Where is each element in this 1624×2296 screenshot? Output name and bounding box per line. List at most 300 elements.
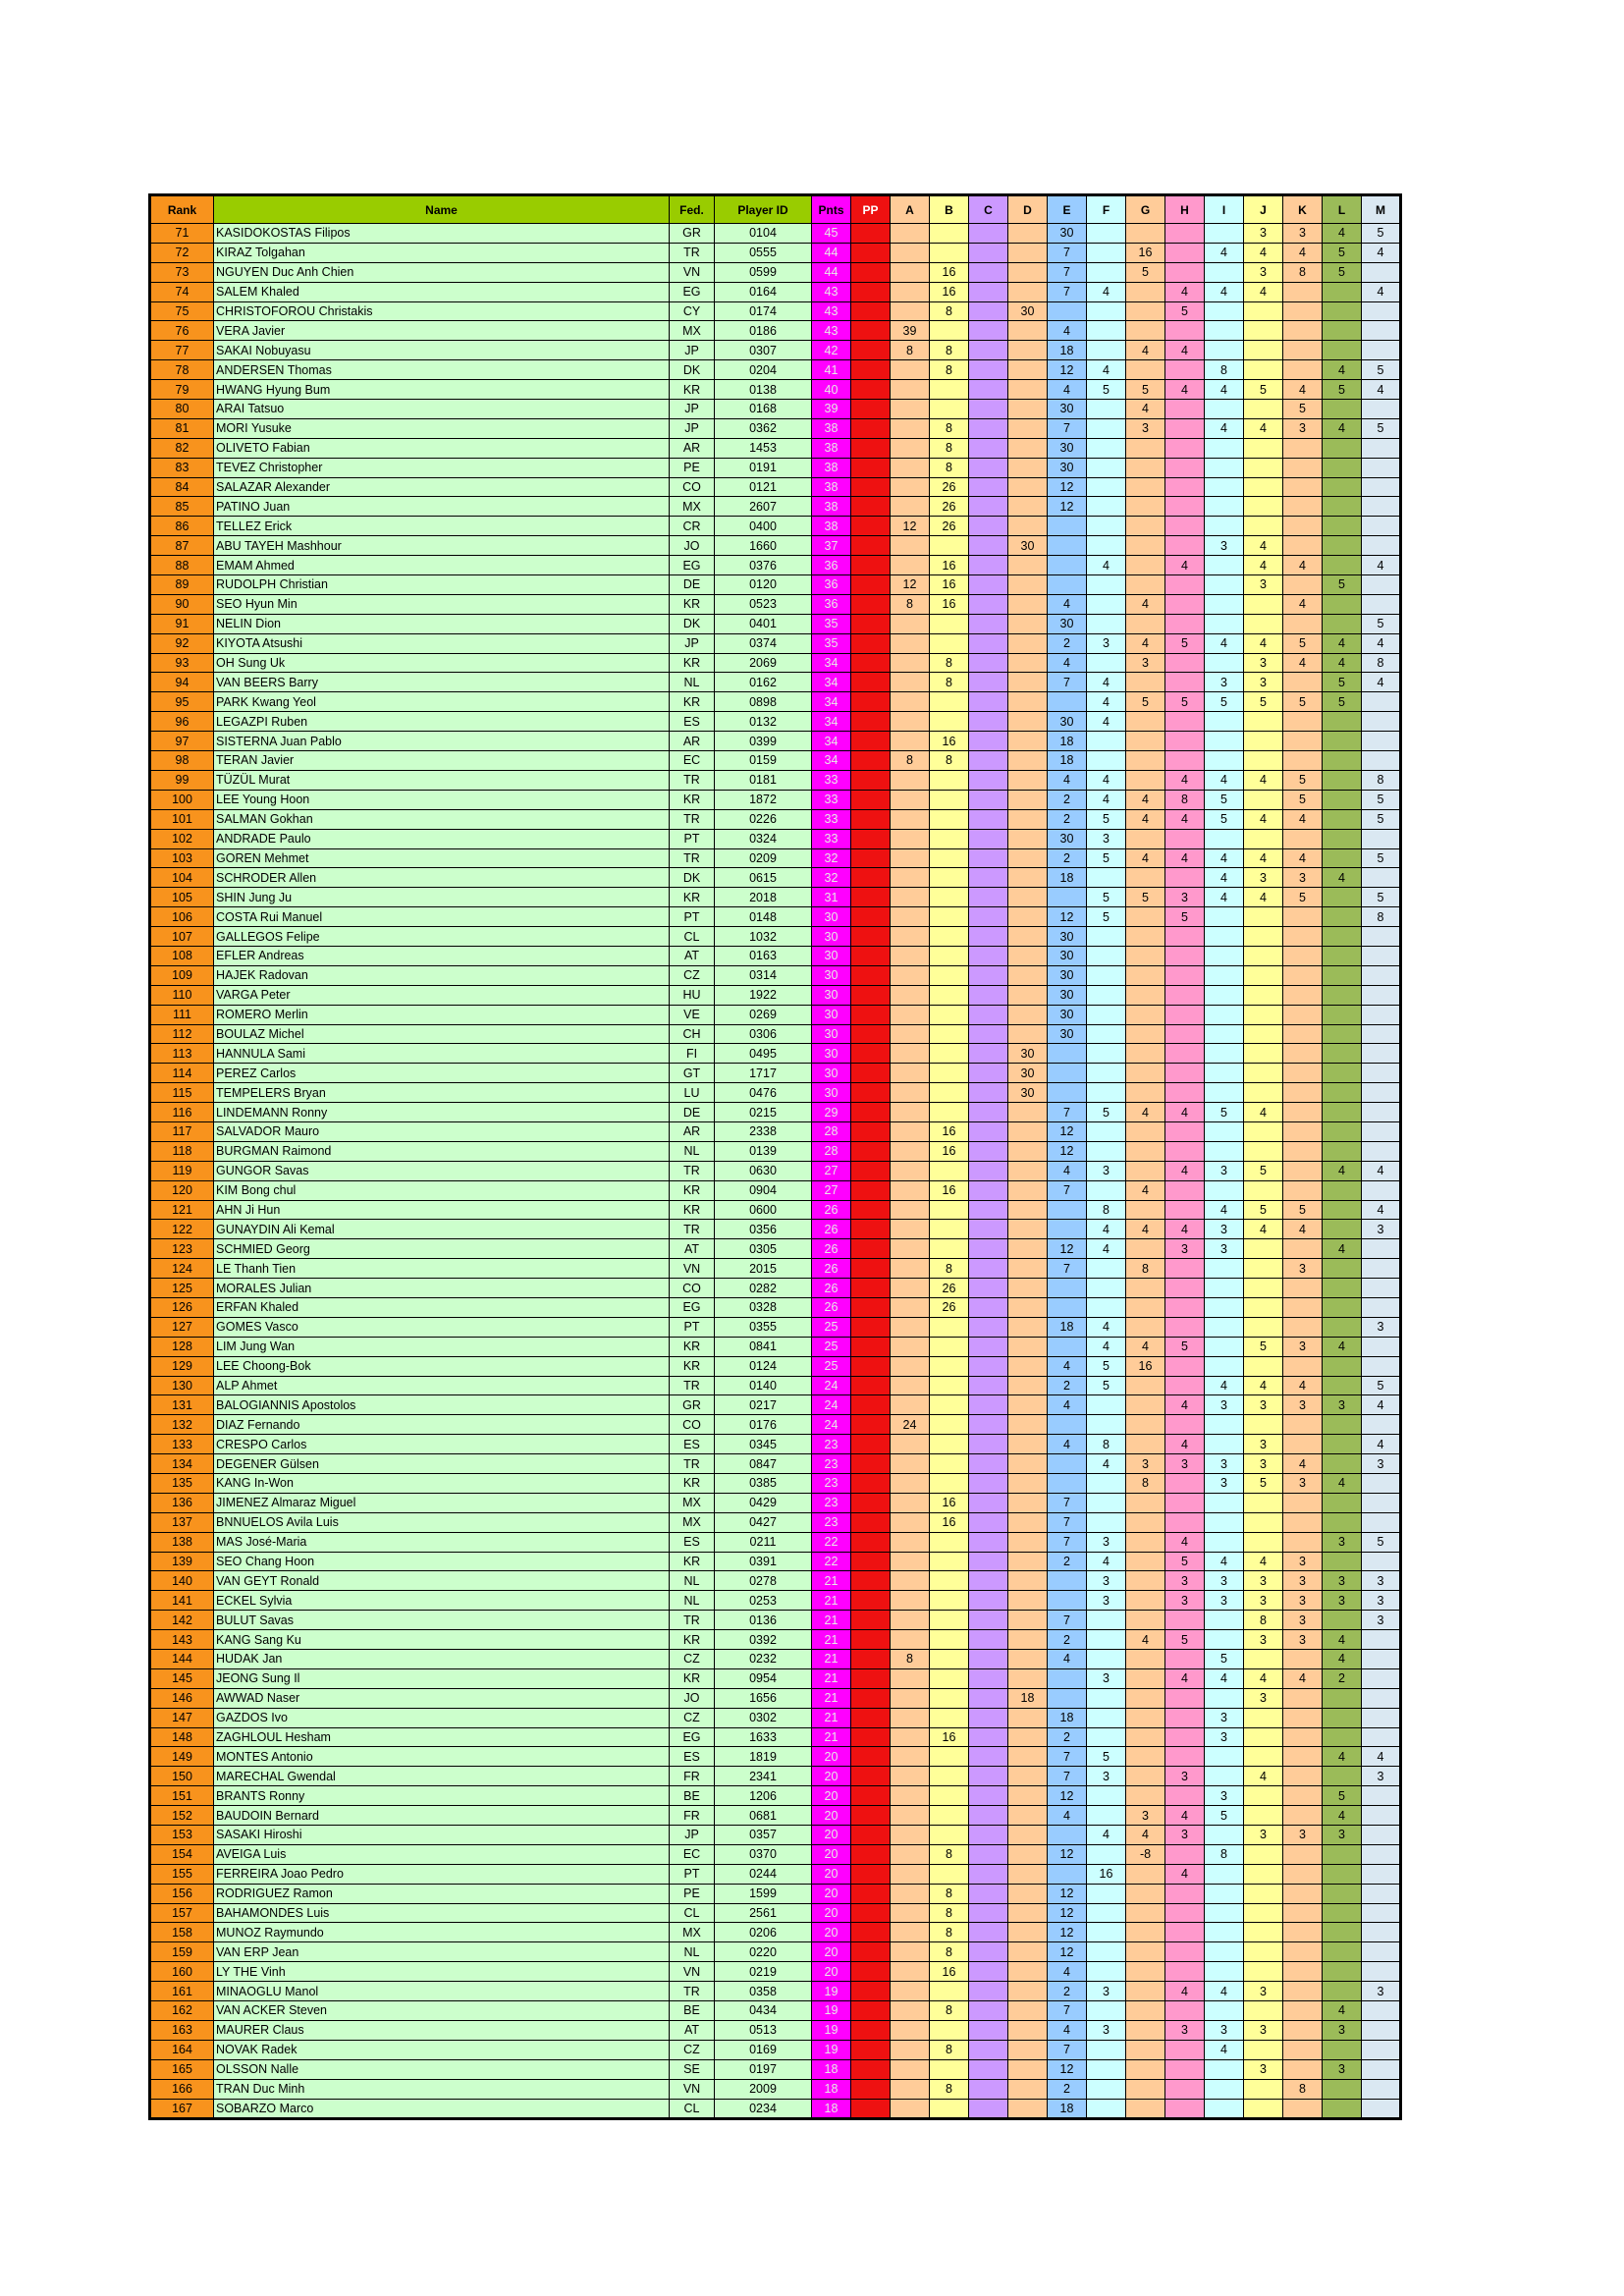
col-m-cell: 5 [1362, 418, 1401, 438]
player-id-cell: 0392 [715, 1630, 812, 1650]
col-m-cell: 5 [1362, 360, 1401, 380]
table-row [150, 2099, 1401, 2119]
fed-cell: GT [670, 1064, 715, 1083]
col-l-cell [1323, 1435, 1362, 1454]
col-l-cell [1323, 1688, 1362, 1708]
col-h-cell: 3 [1165, 1571, 1205, 1591]
col-d-cell [1008, 1552, 1048, 1571]
col-k-cell: 4 [1283, 243, 1323, 262]
col-e-cell: 12 [1048, 360, 1087, 380]
name-cell: RODRIGUEZ Ramon [214, 1884, 670, 1903]
table-row [150, 985, 1401, 1005]
pnts-cell: 27 [812, 1180, 851, 1200]
col-a-cell [891, 1747, 930, 1767]
col-m-cell [1362, 1864, 1401, 1884]
col-k-cell [1283, 1708, 1323, 1727]
name-cell: MUNOZ Raymundo [214, 1923, 670, 1942]
col-i-cell [1205, 477, 1244, 497]
rank-cell: 100 [150, 790, 214, 809]
pp-cell [851, 2099, 891, 2119]
pp-cell [851, 594, 891, 614]
col-m-cell [1362, 1493, 1401, 1512]
col-h-cell [1165, 1942, 1205, 1962]
name-cell: PEREZ Carlos [214, 1064, 670, 1083]
col-j-cell: 3 [1244, 1826, 1283, 1845]
player-id-cell: 1660 [715, 536, 812, 556]
col-l-cell: 4 [1323, 224, 1362, 244]
col-h-cell: 4 [1165, 809, 1205, 829]
col-h-cell [1165, 1297, 1205, 1317]
col-k-cell [1283, 1786, 1323, 1806]
col-d-cell [1008, 848, 1048, 868]
col-d-cell [1008, 1279, 1048, 1298]
rank-cell: 162 [150, 2001, 214, 2021]
col-a-cell [891, 868, 930, 888]
table-row [150, 1668, 1401, 1688]
table-row [150, 1962, 1401, 1982]
col-l-cell [1323, 536, 1362, 556]
col-d-cell [1008, 594, 1048, 614]
pnts-cell: 26 [812, 1259, 851, 1279]
col-i-cell: 4 [1205, 1668, 1244, 1688]
header-pp: PP [851, 195, 891, 224]
col-l-cell: 4 [1323, 2001, 1362, 2021]
table-row [150, 2079, 1401, 2099]
col-j-cell: 3 [1244, 1982, 1283, 2001]
table-row [150, 829, 1401, 848]
col-g-cell [1126, 985, 1165, 1005]
name-cell: NELIN Dion [214, 614, 670, 633]
col-b-cell [930, 809, 969, 829]
col-b-cell [930, 1083, 969, 1103]
col-l-cell [1323, 1024, 1362, 1044]
rank-cell: 90 [150, 594, 214, 614]
col-f-cell [1087, 985, 1126, 1005]
rank-cell: 111 [150, 1005, 214, 1024]
col-k-cell: 4 [1283, 1376, 1323, 1395]
col-k-cell [1283, 1688, 1323, 1708]
table-row [150, 1415, 1401, 1435]
player-id-cell: 0427 [715, 1512, 812, 1532]
pp-cell [851, 1474, 891, 1494]
col-c-cell [969, 2001, 1008, 2021]
col-m-cell [1362, 400, 1401, 419]
col-k-cell: 5 [1283, 692, 1323, 712]
col-h-cell: 4 [1165, 1220, 1205, 1239]
col-g-cell [1126, 1435, 1165, 1454]
col-m-cell [1362, 536, 1401, 556]
pnts-cell: 33 [812, 790, 851, 809]
col-i-cell [1205, 224, 1244, 244]
table-row [150, 1279, 1401, 1298]
col-c-cell [969, 2079, 1008, 2099]
col-j-cell [1244, 321, 1283, 341]
col-a-cell [891, 1103, 930, 1122]
col-e-cell: 4 [1048, 770, 1087, 790]
col-l-cell: 5 [1323, 575, 1362, 595]
col-b-cell: 16 [930, 1141, 969, 1161]
col-i-cell: 3 [1205, 673, 1244, 692]
col-k-cell [1283, 2020, 1323, 2040]
rank-cell: 95 [150, 692, 214, 712]
pnts-cell: 21 [812, 1611, 851, 1630]
fed-cell: EG [670, 1727, 715, 1747]
pp-cell [851, 1005, 891, 1024]
col-f-cell: 5 [1087, 907, 1126, 927]
fed-cell: CZ [670, 1708, 715, 1727]
col-h-cell [1165, 653, 1205, 673]
col-b-cell: 16 [930, 262, 969, 282]
col-i-cell [1205, 2059, 1244, 2079]
col-m-cell [1362, 1786, 1401, 1806]
fed-cell: NL [670, 673, 715, 692]
pnts-cell: 30 [812, 1083, 851, 1103]
col-g-cell [1126, 1493, 1165, 1512]
col-i-cell: 4 [1205, 848, 1244, 868]
pnts-cell: 30 [812, 927, 851, 947]
player-id-cell: 0217 [715, 1395, 812, 1415]
rank-cell: 88 [150, 556, 214, 575]
col-c-cell [969, 1297, 1008, 1317]
col-a-cell [891, 1121, 930, 1141]
col-e-cell [1048, 1474, 1087, 1494]
col-f-cell [1087, 2059, 1126, 2079]
col-l-cell [1323, 1064, 1362, 1083]
fed-cell: GR [670, 1395, 715, 1415]
fed-cell: VN [670, 1259, 715, 1279]
col-g-cell [1126, 517, 1165, 536]
fed-cell: EG [670, 282, 715, 301]
col-f-cell: 5 [1087, 1356, 1126, 1376]
col-k-cell [1283, 1844, 1323, 1864]
col-i-cell [1205, 1512, 1244, 1532]
col-a-cell [891, 1024, 930, 1044]
rank-cell: 130 [150, 1376, 214, 1395]
col-i-cell [1205, 965, 1244, 985]
col-f-cell [1087, 1083, 1126, 1103]
table-row [150, 1239, 1401, 1259]
col-h-cell [1165, 2059, 1205, 2079]
col-k-cell: 4 [1283, 594, 1323, 614]
col-l-cell [1323, 1044, 1362, 1064]
col-d-cell [1008, 2099, 1048, 2119]
pp-cell [851, 1982, 891, 2001]
col-e-cell: 30 [1048, 985, 1087, 1005]
rank-cell: 159 [150, 1942, 214, 1962]
pp-cell [851, 243, 891, 262]
fed-cell: KR [670, 594, 715, 614]
col-g-cell [1126, 614, 1165, 633]
pnts-cell: 25 [812, 1356, 851, 1376]
rank-cell: 107 [150, 927, 214, 947]
col-i-cell [1205, 1767, 1244, 1786]
col-k-cell [1283, 458, 1323, 477]
col-m-cell [1362, 575, 1401, 595]
col-i-cell: 5 [1205, 790, 1244, 809]
col-k-cell [1283, 1982, 1323, 2001]
col-h-cell [1165, 1083, 1205, 1103]
pp-cell [851, 575, 891, 595]
player-id-cell: 0197 [715, 2059, 812, 2079]
header-l: L [1323, 195, 1362, 224]
table-row [150, 1141, 1401, 1161]
col-k-cell [1283, 1121, 1323, 1141]
col-k-cell: 8 [1283, 262, 1323, 282]
col-i-cell [1205, 517, 1244, 536]
col-j-cell [1244, 751, 1283, 771]
fed-cell: GR [670, 224, 715, 244]
col-d-cell [1008, 1512, 1048, 1532]
rank-cell: 110 [150, 985, 214, 1005]
col-b-cell [930, 1200, 969, 1220]
col-g-cell [1126, 1786, 1165, 1806]
name-cell: SHIN Jung Ju [214, 888, 670, 907]
col-f-cell [1087, 1512, 1126, 1532]
col-l-cell: 4 [1323, 633, 1362, 653]
col-b-cell [930, 1415, 969, 1435]
col-f-cell [1087, 732, 1126, 751]
fed-cell: VE [670, 1005, 715, 1024]
col-b-cell: 8 [930, 1942, 969, 1962]
pp-cell [851, 1044, 891, 1064]
col-m-cell [1362, 1923, 1401, 1942]
col-b-cell [930, 1474, 969, 1494]
col-h-cell [1165, 2001, 1205, 2021]
player-id-cell: 0324 [715, 829, 812, 848]
col-b-cell [930, 633, 969, 653]
fed-cell: FR [670, 1767, 715, 1786]
col-b-cell [930, 2099, 969, 2119]
pp-cell [851, 809, 891, 829]
col-j-cell [1244, 2001, 1283, 2021]
col-l-cell: 5 [1323, 673, 1362, 692]
fed-cell: FI [670, 1044, 715, 1064]
col-b-cell: 26 [930, 1279, 969, 1298]
pp-cell [851, 1591, 891, 1611]
col-e-cell: 12 [1048, 1884, 1087, 1903]
col-b-cell: 8 [930, 751, 969, 771]
col-i-cell: 3 [1205, 1727, 1244, 1747]
player-id-cell: 1872 [715, 790, 812, 809]
col-d-cell [1008, 1844, 1048, 1864]
col-i-cell: 4 [1205, 1376, 1244, 1395]
player-id-cell: 0630 [715, 1161, 812, 1180]
col-g-cell: -8 [1126, 1844, 1165, 1864]
col-d-cell: 18 [1008, 1688, 1048, 1708]
col-i-cell [1205, 438, 1244, 458]
name-cell: SEO Hyun Min [214, 594, 670, 614]
player-id-cell: 0357 [715, 1826, 812, 1845]
col-h-cell [1165, 1474, 1205, 1494]
col-d-cell: 30 [1008, 1064, 1048, 1083]
col-k-cell [1283, 1727, 1323, 1747]
fed-cell: TR [670, 1982, 715, 2001]
col-h-cell: 3 [1165, 1767, 1205, 1786]
col-e-cell: 7 [1048, 2001, 1087, 2021]
col-i-cell [1205, 1141, 1244, 1161]
pp-cell [851, 1161, 891, 1180]
name-cell: RUDOLPH Christian [214, 575, 670, 595]
col-c-cell [969, 1571, 1008, 1591]
name-cell: SISTERNA Juan Pablo [214, 732, 670, 751]
col-m-cell: 3 [1362, 1571, 1401, 1591]
col-a-cell [891, 712, 930, 732]
col-e-cell: 7 [1048, 1259, 1087, 1279]
pnts-cell: 28 [812, 1121, 851, 1141]
col-c-cell [969, 1435, 1008, 1454]
col-k-cell [1283, 477, 1323, 497]
player-id-cell: 0314 [715, 965, 812, 985]
col-a-cell [891, 1806, 930, 1826]
col-h-cell [1165, 1141, 1205, 1161]
rank-cell: 123 [150, 1239, 214, 1259]
rank-cell: 77 [150, 341, 214, 360]
col-e-cell: 2 [1048, 633, 1087, 653]
pp-cell [851, 907, 891, 927]
rank-cell: 116 [150, 1103, 214, 1122]
pnts-cell: 21 [812, 1591, 851, 1611]
col-f-cell [1087, 594, 1126, 614]
fed-cell: FR [670, 1806, 715, 1826]
rank-cell: 73 [150, 262, 214, 282]
col-m-cell [1362, 692, 1401, 712]
col-b-cell [930, 770, 969, 790]
pnts-cell: 22 [812, 1532, 851, 1552]
rank-cell: 83 [150, 458, 214, 477]
fed-cell: DK [670, 614, 715, 633]
col-m-cell: 5 [1362, 224, 1401, 244]
col-d-cell [1008, 1317, 1048, 1337]
col-g-cell [1126, 1415, 1165, 1435]
col-c-cell [969, 653, 1008, 673]
col-e-cell: 4 [1048, 321, 1087, 341]
col-a-cell [891, 1903, 930, 1923]
col-h-cell [1165, 1044, 1205, 1064]
col-h-cell [1165, 224, 1205, 244]
player-id-cell: 2018 [715, 888, 812, 907]
col-j-cell [1244, 985, 1283, 1005]
col-k-cell: 5 [1283, 633, 1323, 653]
col-e-cell: 7 [1048, 1747, 1087, 1767]
rank-cell: 109 [150, 965, 214, 985]
name-cell: BURGMAN Raimond [214, 1141, 670, 1161]
name-cell: OLSSON Nalle [214, 2059, 670, 2079]
col-b-cell [930, 614, 969, 633]
col-d-cell [1008, 1611, 1048, 1630]
col-j-cell: 3 [1244, 575, 1283, 595]
col-h-cell [1165, 262, 1205, 282]
col-a-cell [891, 1141, 930, 1161]
col-g-cell: 8 [1126, 1259, 1165, 1279]
col-a-cell [891, 965, 930, 985]
col-a-cell [891, 1826, 930, 1845]
col-d-cell [1008, 1884, 1048, 1903]
table-row [150, 1864, 1401, 1884]
col-g-cell [1126, 1650, 1165, 1669]
col-d-cell [1008, 575, 1048, 595]
rank-cell: 105 [150, 888, 214, 907]
col-d-cell [1008, 1571, 1048, 1591]
pnts-cell: 26 [812, 1279, 851, 1298]
col-f-cell [1087, 477, 1126, 497]
fed-cell: KR [670, 1630, 715, 1650]
pnts-cell: 34 [812, 653, 851, 673]
col-m-cell [1362, 2040, 1401, 2059]
table-row [150, 517, 1401, 536]
col-c-cell [969, 1200, 1008, 1220]
col-a-cell [891, 1532, 930, 1552]
col-l-cell [1323, 848, 1362, 868]
rank-cell: 93 [150, 653, 214, 673]
col-m-cell [1362, 1806, 1401, 1826]
table-row [150, 380, 1401, 400]
col-j-cell [1244, 1044, 1283, 1064]
col-e-cell: 7 [1048, 262, 1087, 282]
col-b-cell [930, 321, 969, 341]
col-g-cell [1126, 1395, 1165, 1415]
col-j-cell [1244, 927, 1283, 947]
col-d-cell [1008, 1005, 1048, 1024]
col-k-cell [1283, 1103, 1323, 1122]
col-l-cell [1323, 2040, 1362, 2059]
col-k-cell: 3 [1283, 1474, 1323, 1494]
fed-cell: PE [670, 458, 715, 477]
col-l-cell: 3 [1323, 1591, 1362, 1611]
col-g-cell [1126, 1239, 1165, 1259]
col-f-cell [1087, 341, 1126, 360]
player-id-cell: 0174 [715, 301, 812, 321]
pp-cell [851, 1317, 891, 1337]
col-c-cell [969, 575, 1008, 595]
col-a-cell [891, 1044, 930, 1064]
col-d-cell [1008, 770, 1048, 790]
col-j-cell: 4 [1244, 536, 1283, 556]
col-b-cell [930, 1806, 969, 1826]
player-id-cell: 2607 [715, 497, 812, 517]
header-rank: Rank [150, 195, 214, 224]
col-f-cell [1087, 1121, 1126, 1141]
col-h-cell [1165, 751, 1205, 771]
rank-cell: 141 [150, 1591, 214, 1611]
col-e-cell: 2 [1048, 1727, 1087, 1747]
name-cell: MONTES Antonio [214, 1747, 670, 1767]
col-e-cell: 30 [1048, 965, 1087, 985]
pp-cell [851, 360, 891, 380]
name-cell: MORALES Julian [214, 1279, 670, 1298]
col-k-cell [1283, 927, 1323, 947]
col-l-cell [1323, 1141, 1362, 1161]
col-e-cell: 18 [1048, 868, 1087, 888]
pnts-cell: 21 [812, 1688, 851, 1708]
col-i-cell [1205, 927, 1244, 947]
table-row [150, 692, 1401, 712]
col-k-cell: 8 [1283, 2079, 1323, 2099]
name-cell: HANNULA Sami [214, 1044, 670, 1064]
fed-cell: JP [670, 633, 715, 653]
col-c-cell [969, 965, 1008, 985]
col-f-cell: 4 [1087, 1552, 1126, 1571]
col-j-cell: 5 [1244, 1200, 1283, 1220]
col-l-cell [1323, 946, 1362, 965]
col-g-cell: 4 [1126, 848, 1165, 868]
col-j-cell: 4 [1244, 1220, 1283, 1239]
col-b-cell: 8 [930, 1844, 969, 1864]
col-i-cell: 4 [1205, 868, 1244, 888]
col-k-cell [1283, 1044, 1323, 1064]
player-id-cell: 0328 [715, 1297, 812, 1317]
pp-cell [851, 1454, 891, 1474]
col-m-cell: 8 [1362, 653, 1401, 673]
